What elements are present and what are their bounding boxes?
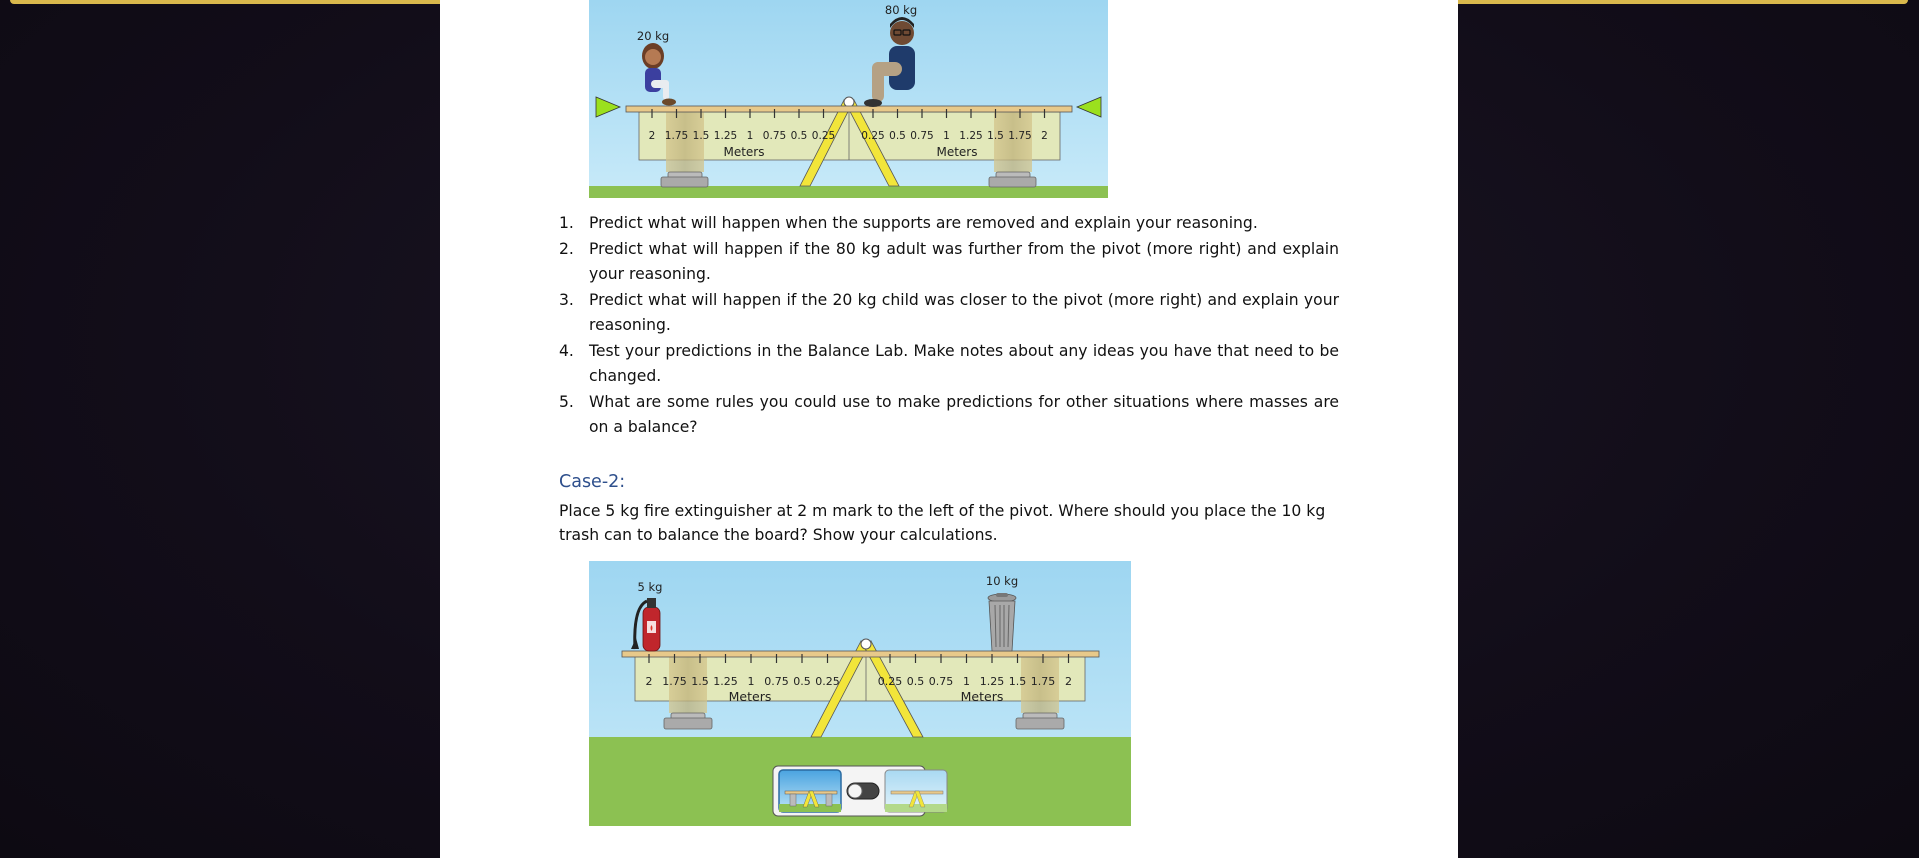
- question-item: [559, 288, 1339, 338]
- ruler-tick-label: 1.5: [1008, 675, 1027, 688]
- ruler-tick-label: 2: [645, 675, 653, 688]
- question-text: Predict what will happen when the supports are removed and explain your reasoning.: [589, 214, 1258, 232]
- ruler-tick-label: 1.25: [713, 130, 738, 142]
- ruler-tick-label: 1.75: [664, 130, 689, 142]
- question-number: 4.: [559, 342, 574, 360]
- trash-can-icon: [988, 593, 1016, 651]
- toggle-switch[interactable]: [847, 783, 879, 799]
- right-support-pillar: [994, 112, 1032, 172]
- question-item: [559, 390, 1339, 440]
- ruler-tick-label: 2: [648, 130, 656, 142]
- right-mass-label: 10 kg: [985, 574, 1019, 588]
- ruler-tick-label: 0.75: [762, 130, 787, 142]
- grass-ground: [589, 186, 1108, 198]
- question-number: 2.: [559, 240, 574, 258]
- supports-on-icon[interactable]: [779, 770, 841, 812]
- ruler-tick-label: 0.25: [811, 130, 836, 142]
- question-number: 5.: [559, 393, 574, 411]
- right-mass-label: 80 kg: [884, 3, 918, 17]
- unit-label-left: Meters: [728, 689, 772, 704]
- plank: [622, 651, 1099, 657]
- question-item: [559, 237, 1339, 287]
- ruler-tick-label: 1: [963, 675, 970, 688]
- unit-label-right: Meters: [960, 689, 1004, 704]
- ruler-tick-label: 1.5: [692, 130, 710, 142]
- left-support-pillar: [666, 112, 704, 172]
- ruler-tick-label: 2: [1065, 675, 1072, 688]
- ruler-tick-label: 0.5: [889, 130, 906, 142]
- question-number: 1.: [559, 214, 574, 232]
- ruler-tick-label: 1.25: [979, 675, 1005, 688]
- unit-label-left: Meters: [723, 145, 765, 159]
- case-description: Place 5 kg fire extinguisher at 2 m mark to the left of the pivot. Where should you place the 10 kg trash can to balance the board? Show your calculations.: [559, 502, 1326, 544]
- ruler-tick-label: 0.25: [815, 675, 840, 688]
- ruler-tick-label: 0.5: [906, 675, 925, 688]
- question-text: Predict what will happen if the 80 kg adult was further from the pivot (more right) and explain your reasoning.: [589, 240, 1339, 283]
- ruler-tick-label: 1.75: [1008, 130, 1032, 142]
- ruler-tick-label: 1.75: [662, 675, 687, 688]
- supports-toggle-control[interactable]: [773, 766, 947, 816]
- plank: [626, 106, 1072, 112]
- question-number: 3.: [559, 291, 574, 309]
- ruler-tick-label: 2: [1041, 130, 1048, 142]
- question-text: Predict what will happen if the 20 kg child was closer to the pivot (more right) and explain your reasoning.: [589, 291, 1339, 334]
- ruler-tick-label: 0.5: [793, 675, 811, 688]
- ruler-tick-label: 0.75: [928, 675, 954, 688]
- question-item: [559, 211, 1339, 236]
- ruler-tick-label: 1: [746, 130, 754, 142]
- ruler-tick-label: 1: [943, 130, 950, 142]
- ruler-tick-label: 1.25: [959, 130, 983, 142]
- left-mass-label: 5 kg: [637, 580, 663, 594]
- ruler-tick-label: 1.75: [1030, 675, 1056, 688]
- supports-off-icon[interactable]: [885, 770, 947, 812]
- case-heading: Case-2:: [559, 472, 626, 492]
- left-mass-label: 20 kg: [636, 29, 670, 43]
- ruler-tick-label: 0.75: [764, 675, 789, 688]
- balance-figure-1: [589, 0, 1108, 198]
- unit-label-right: Meters: [936, 145, 978, 159]
- balance-figure-2: [589, 561, 1131, 826]
- question-list: [559, 211, 1339, 441]
- pivot-icon: [861, 639, 871, 649]
- pivot-icon: [844, 97, 854, 107]
- ruler-tick-label: 0.25: [861, 130, 885, 142]
- question-item: [559, 339, 1339, 389]
- ruler-tick-label: 1: [747, 675, 755, 688]
- ruler-tick-label: 1.5: [987, 130, 1004, 142]
- ruler-tick-label: 0.25: [877, 675, 903, 688]
- ruler-tick-label: 1.25: [713, 675, 738, 688]
- document-page: [440, 0, 1458, 858]
- ruler-tick-label: 1.5: [691, 675, 709, 688]
- ruler-tick-label: 0.75: [910, 130, 934, 142]
- question-text: Test your predictions in the Balance Lab. Make notes about any ideas you have that need to be changed.: [589, 342, 1339, 385]
- question-text: What are some rules you could use to make predictions for other situations where masses are on a balance?: [589, 393, 1339, 436]
- ruler-tick-label: 0.5: [790, 130, 808, 142]
